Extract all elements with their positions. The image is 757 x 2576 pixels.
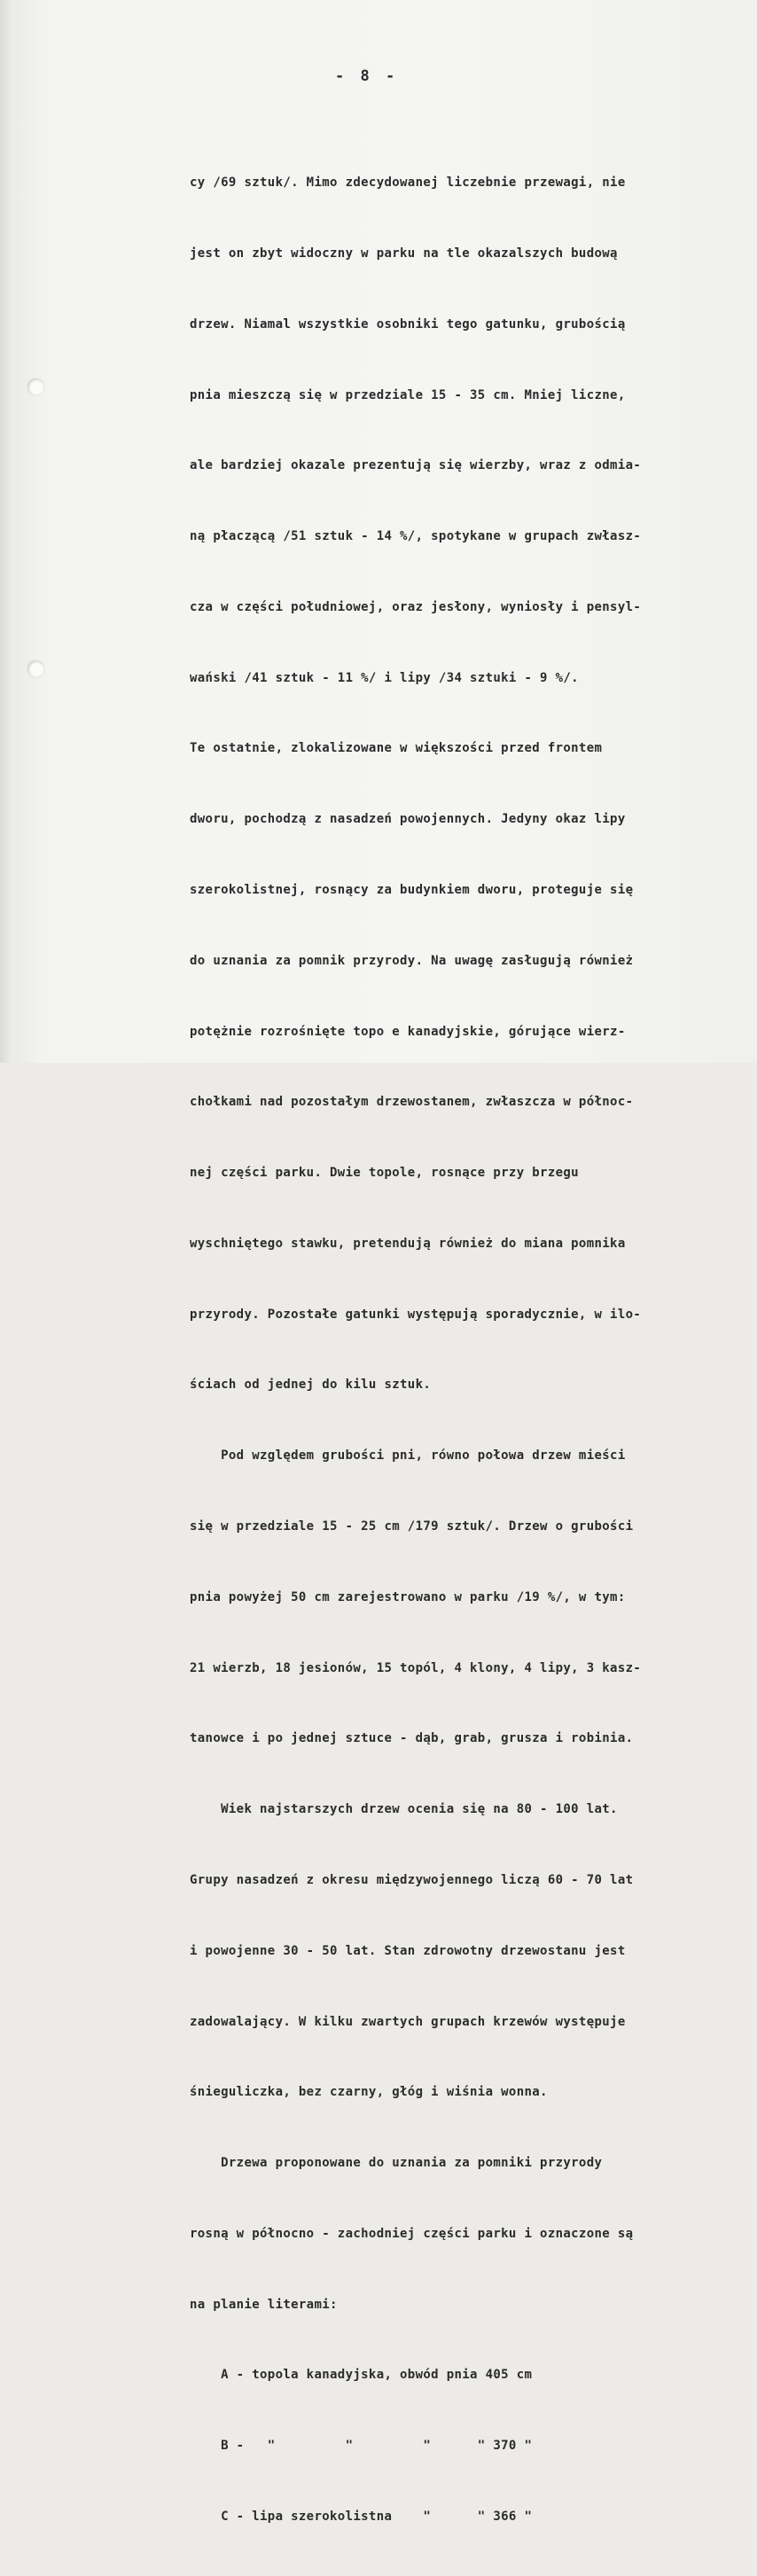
text-line: pnia mieszczą się w przedziale 15 - 35 cm. Mniej liczne, <box>190 387 626 402</box>
punch-hole-bottom <box>27 660 44 677</box>
page-edge-shadow <box>0 0 11 1063</box>
text-line: drzew. Niamal wszystkie osobniki tego gatunku, grubością <box>190 316 626 332</box>
text-line: wański /41 sztuk - 11 %/ i lipy /34 sztuki - 9 %/. <box>190 670 579 685</box>
text-line: nej części parku. Dwie topole, rosnące przy brzegu <box>190 1166 579 1181</box>
text-line: 21 wierzb, 18 jesionów, 15 topól, 4 klony, 4 lipy, 3 kasz- <box>190 1660 642 1675</box>
text-line: i powojenne 30 - 50 lat. Stan zdrowotny drzewostanu jest <box>190 1943 626 1958</box>
text-line: Grupy nasadzeń z okresu międzywojennego liczą 60 - 70 lat <box>190 1872 634 1887</box>
text-line: rosną w północno - zachodniej części parku i oznaczone są <box>190 2226 634 2241</box>
text-line: śnieguliczka, bez czarny, głóg i wiśnia wonna. <box>190 2085 548 2100</box>
text-line: jest on zbyt widoczny w parku na tle okazalszych budową <box>190 246 618 261</box>
text-line: potężnie rozrośnięte topo e kanadyjskie, górujące wierz- <box>190 1024 626 1039</box>
text-line: ściach od jednej do kilu sztuk. <box>190 1378 432 1393</box>
text-line: Wiek najstarszych drzew ocenia się na 80 - 100 lat. <box>190 1802 618 1817</box>
text-line: szerokolistnej, rosnący za budynkiem dworu, proteguje się <box>190 883 634 897</box>
text-line: Te ostatnie, zlokalizowane w większości przed frontem <box>190 741 603 756</box>
text-line: się w przedziale 15 - 25 cm /179 sztuk/. Drzew o grubości <box>190 1519 634 1534</box>
text-line: cza w części południowej, oraz jesłony, wyniosły i pensyl- <box>190 599 642 614</box>
punch-hole-top <box>27 379 44 395</box>
text-line: dworu, pochodzą z nasadzeń powojennych. Jedyny okaz lipy <box>190 812 626 827</box>
text-line: ną płaczącą /51 sztuk - 14 %/, spotykane w grupach zwłasz- <box>190 529 642 544</box>
list-item-c: C - lipa szerokolistna " " 366 " <box>190 2509 533 2524</box>
list-item-b: B - " " " " 370 " <box>190 2439 533 2454</box>
text-line: ale bardziej okazale prezentują się wierzby, wraz z odmia- <box>190 458 642 473</box>
page-number: - 8 - <box>335 67 399 85</box>
text-line: zadowalający. W kilku zwartych grupach krzewów występuje <box>190 2014 626 2029</box>
text-line: przyrody. Pozostałe gatunki występują sporadycznie, w ilo- <box>190 1307 642 1322</box>
text-line: tanowce i po jednej sztuce - dąb, grab, grusza i robinia. <box>190 1731 634 1746</box>
text-line: pnia powyżej 50 cm zarejestrowano w parku /19 %/, w tym: <box>190 1589 626 1604</box>
text-line: Drzewa proponowane do uznania za pomniki przyrody <box>190 2156 603 2171</box>
body-text <box>190 124 739 2576</box>
text-line: chołkami nad pozostałym drzewostanem, zwłaszcza w północ- <box>190 1095 634 1110</box>
text-line: cy /69 sztuk/. Mimo zdecydowanej liczebnie przewagi, nie <box>190 176 626 191</box>
list-item-a: A - topola kanadyjska, obwód pnia 405 cm <box>190 2368 533 2383</box>
text-line: do uznania za pomnik przyrody. Na uwagę zasługują również <box>190 953 634 968</box>
text-line: wyschniętego stawku, pretendują również do miana pomnika <box>190 1236 626 1251</box>
text-line: na planie literami: <box>190 2297 338 2312</box>
text-line: Pod względem grubości pni, równo połowa drzew mieści <box>190 1448 626 1464</box>
